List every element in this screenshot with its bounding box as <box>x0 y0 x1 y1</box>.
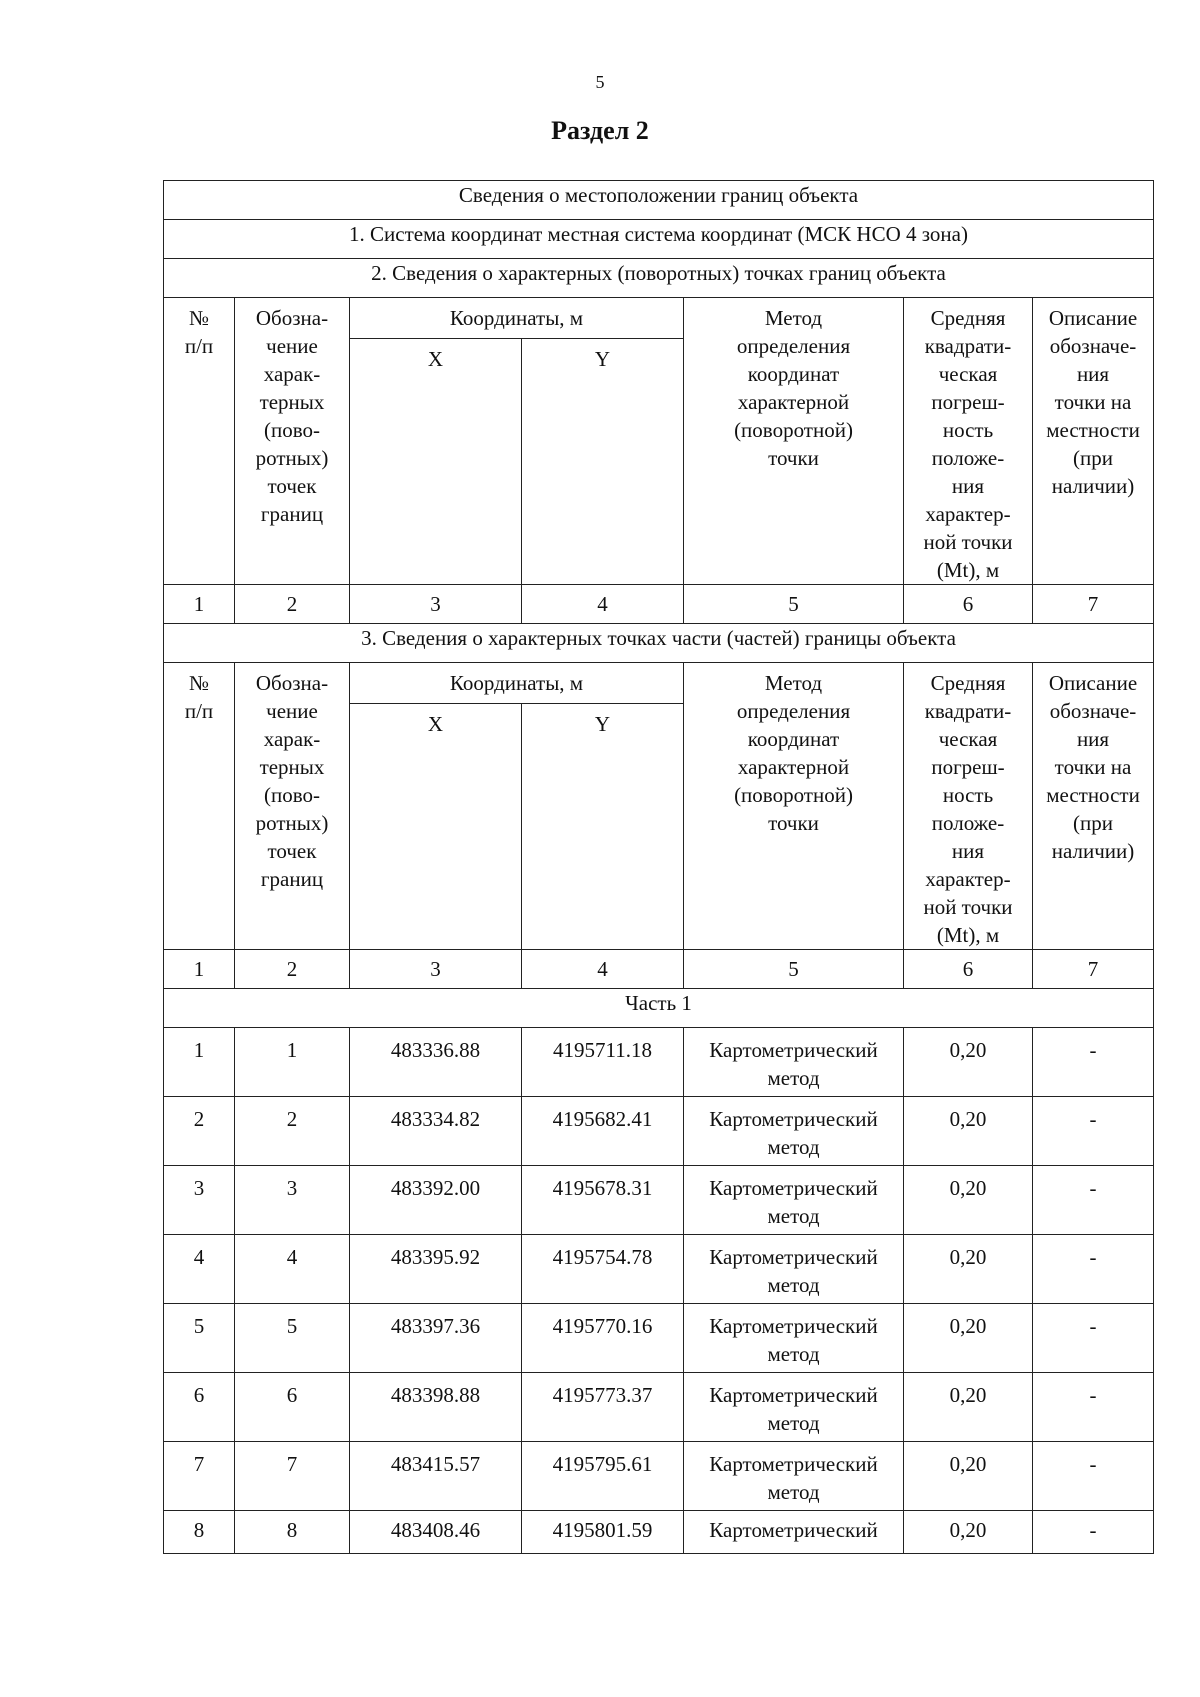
cell-y: 4195795.61 <box>522 1442 684 1511</box>
header-designation: Обозна- чение харак- терных (пово- ротных) точек границ <box>235 663 350 950</box>
cell-num: 2 <box>164 1097 235 1166</box>
cell-description: - <box>1033 1028 1154 1097</box>
cell-error: 0,20 <box>904 1097 1033 1166</box>
column-number: 6 <box>904 950 1033 989</box>
header-num: № п/п <box>164 663 235 950</box>
column-numbers-row <box>164 585 1154 624</box>
part-label: Часть 1 <box>164 989 1154 1028</box>
cell-num: 1 <box>164 1028 235 1097</box>
column-number: 7 <box>1033 585 1154 624</box>
cell-method: Картометрический метод <box>684 1442 904 1511</box>
cell-error: 0,20 <box>904 1511 1033 1554</box>
cell-designation: 8 <box>235 1511 350 1554</box>
column-number: 6 <box>904 585 1033 624</box>
header-method: Метод определения координат характерной (поворотной) точки <box>684 298 904 585</box>
cell-designation: 2 <box>235 1097 350 1166</box>
header-y: Y <box>522 339 684 585</box>
column-number: 1 <box>164 585 235 624</box>
table-row <box>164 1028 1154 1097</box>
cell-designation: 1 <box>235 1028 350 1097</box>
header-designation: Обозна- чение харак- терных (пово- ротных) точек границ <box>235 298 350 585</box>
cell-x: 483336.88 <box>350 1028 522 1097</box>
cell-method: Картометрический метод <box>684 1028 904 1097</box>
column-number: 2 <box>235 585 350 624</box>
header-description: Описание обозначе- ния точки на местности (при наличии) <box>1033 663 1154 950</box>
cell-x: 483397.36 <box>350 1304 522 1373</box>
column-number: 5 <box>684 950 904 989</box>
cell-x: 483392.00 <box>350 1166 522 1235</box>
cell-num: 8 <box>164 1511 235 1554</box>
cell-x: 483334.82 <box>350 1097 522 1166</box>
cell-x: 483415.57 <box>350 1442 522 1511</box>
cell-designation: 7 <box>235 1442 350 1511</box>
header-x: X <box>350 339 522 585</box>
cell-x: 483398.88 <box>350 1373 522 1442</box>
header-error: Средняя квадрати- ческая погреш- ность положе- ния характер- ной точки (Mt), м <box>904 298 1033 585</box>
table-row <box>164 1373 1154 1442</box>
header-x: X <box>350 704 522 950</box>
cell-method: Картометрический метод <box>684 1304 904 1373</box>
cell-error: 0,20 <box>904 1373 1033 1442</box>
header-coords: Координаты, м <box>350 298 684 339</box>
cell-method: Картометрический метод <box>684 1166 904 1235</box>
header-method: Метод определения координат характерной (поворотной) точки <box>684 663 904 950</box>
cell-description: - <box>1033 1442 1154 1511</box>
cell-num: 5 <box>164 1304 235 1373</box>
cell-description: - <box>1033 1373 1154 1442</box>
table-row <box>164 1166 1154 1235</box>
cell-x: 483395.92 <box>350 1235 522 1304</box>
column-number: 7 <box>1033 950 1154 989</box>
cell-y: 4195801.59 <box>522 1511 684 1554</box>
cell-x: 483408.46 <box>350 1511 522 1554</box>
header-num: № п/п <box>164 298 235 585</box>
cell-method: Картометрический метод <box>684 1097 904 1166</box>
cell-num: 7 <box>164 1442 235 1511</box>
table-row <box>164 1235 1154 1304</box>
cell-description: - <box>1033 1511 1154 1554</box>
cell-num: 4 <box>164 1235 235 1304</box>
cell-num: 3 <box>164 1166 235 1235</box>
cell-y: 4195770.16 <box>522 1304 684 1373</box>
boundary-table <box>163 180 1154 1554</box>
cell-y: 4195678.31 <box>522 1166 684 1235</box>
column-number: 3 <box>350 950 522 989</box>
cell-method: Картометрический метод <box>684 1373 904 1442</box>
table-row <box>164 1442 1154 1511</box>
header-y: Y <box>522 704 684 950</box>
cell-designation: 5 <box>235 1304 350 1373</box>
column-number: 3 <box>350 585 522 624</box>
boundary-points-row: 2. Сведения о характерных (поворотных) точках границ объекта <box>164 259 1154 298</box>
cell-y: 4195773.37 <box>522 1373 684 1442</box>
cell-description: - <box>1033 1235 1154 1304</box>
table-title: Сведения о местоположении границ объекта <box>164 181 1154 220</box>
cell-error: 0,20 <box>904 1166 1033 1235</box>
cell-method: Картометрический метод <box>684 1235 904 1304</box>
header-description: Описание обозначе- ния точки на местности (при наличии) <box>1033 298 1154 585</box>
table-row <box>164 1097 1154 1166</box>
cell-num: 6 <box>164 1373 235 1442</box>
cell-y: 4195682.41 <box>522 1097 684 1166</box>
page-number: 5 <box>595 72 605 92</box>
column-number: 1 <box>164 950 235 989</box>
cell-error: 0,20 <box>904 1028 1033 1097</box>
section-title: Раздел 2 <box>551 116 649 145</box>
table-row <box>164 1304 1154 1373</box>
cell-description: - <box>1033 1097 1154 1166</box>
table-row <box>164 1511 1154 1554</box>
cell-designation: 4 <box>235 1235 350 1304</box>
cell-y: 4195711.18 <box>522 1028 684 1097</box>
part-points-row: 3. Сведения о характерных точках части (частей) границы объекта <box>164 624 1154 663</box>
header-coords: Координаты, м <box>350 663 684 704</box>
cell-error: 0,20 <box>904 1442 1033 1511</box>
cell-error: 0,20 <box>904 1235 1033 1304</box>
cell-error: 0,20 <box>904 1304 1033 1373</box>
column-number: 4 <box>522 585 684 624</box>
header-error: Средняя квадрати- ческая погреш- ность положе- ния характер- ной точки (Mt), м <box>904 663 1033 950</box>
cell-y: 4195754.78 <box>522 1235 684 1304</box>
column-number: 5 <box>684 585 904 624</box>
cell-designation: 6 <box>235 1373 350 1442</box>
cell-method: Картометрический <box>684 1511 904 1554</box>
cell-description: - <box>1033 1166 1154 1235</box>
coord-system-row: 1. Система координат местная система координат (МСК НСО 4 зона) <box>164 220 1154 259</box>
cell-description: - <box>1033 1304 1154 1373</box>
column-number: 4 <box>522 950 684 989</box>
column-number: 2 <box>235 950 350 989</box>
column-numbers-row <box>164 950 1154 989</box>
cell-designation: 3 <box>235 1166 350 1235</box>
